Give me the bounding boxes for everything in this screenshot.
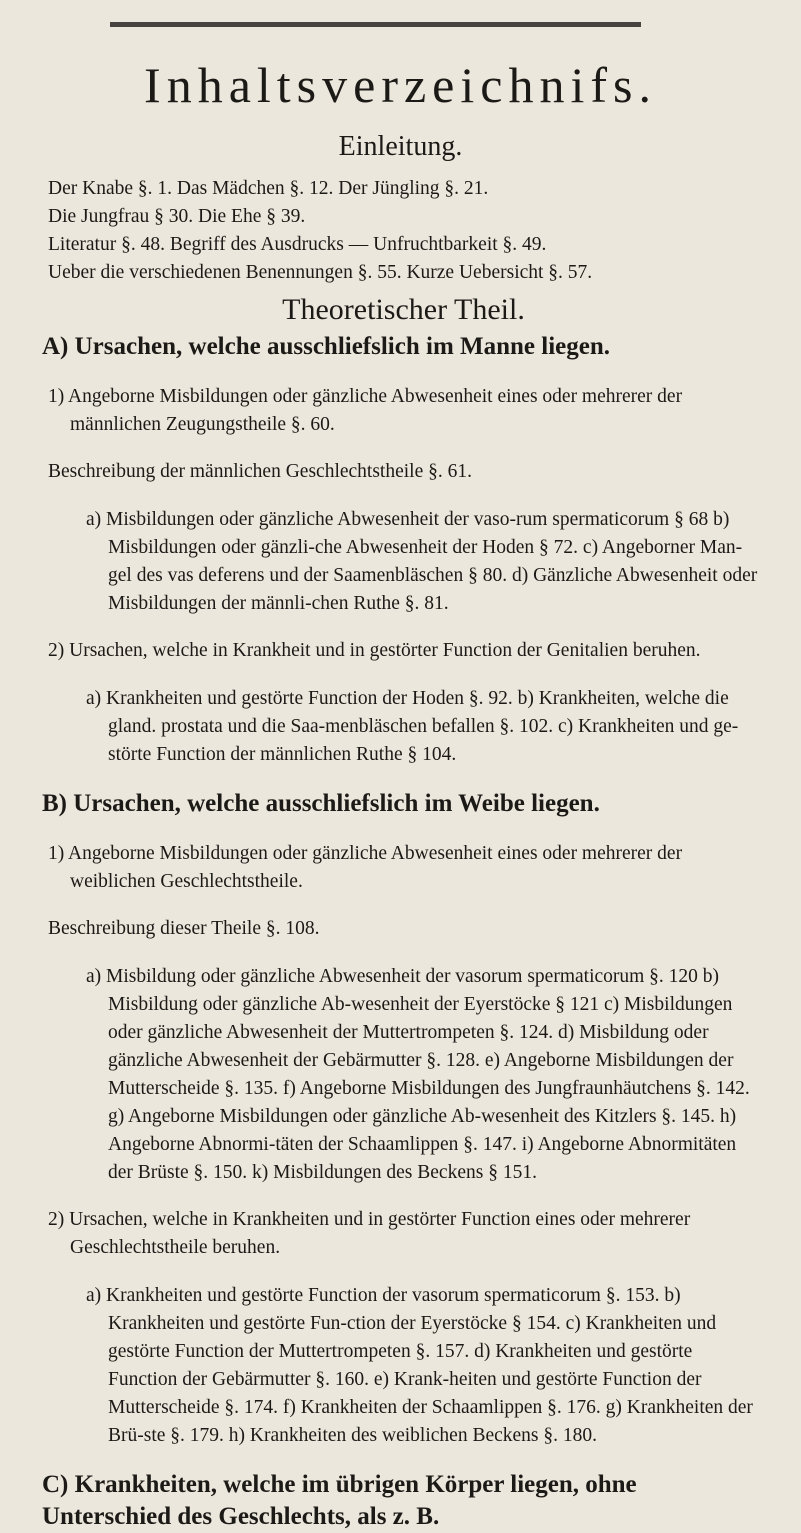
section-b-item-2: 2) Ursachen, welche in Krankheiten und in gestörter Function eines oder mehrerer Geschlechtstheile beruhen. [48,1209,691,1258]
section-a-item-1-subitems: a) Misbildungen oder gänzliche Abwesenheit der vaso-rum spermaticorum § 68 b) Misbildungen oder gänzli-che Abwesenheit der Hoden § 72. c) Angeborner Man-gel des vas deferens und der Saamenbläschen § 80. d) Gänzliche Abwesenheit oder Misbildungen der männli-chen Ruthe §. 81. [86,508,758,614]
section-a-heading: A) Ursachen, welche ausschliefslich im Manne liegen. [42,333,611,360]
top-rule [110,22,641,27]
theory-heading: Theoretischer Theil. [282,293,525,326]
section-a-item-1: 1) Angeborne Misbildungen oder gänzliche Abwesenheit eines oder mehrerer der männlichen Zeugungstheile §. 60. [48,385,683,435]
page-title: Inhaltsverzeichnifs. [144,57,657,113]
section-b-item-1-subitems: a) Misbildung oder gänzliche Abwesenheit der vasorum spermaticorum §. 120 b) Misbildung oder gänzliche Ab-wesenheit der Eyerstöcke § 121 c) Misbildungen oder gänzliche Abwesenheit der Muttertrompeten §. 124. d) Misbildung oder gänzliche Abwesenheit der Gebärmutter §. 128. e) Angeborne Misbildungen der Mutterscheide §. 135. f) Angeborne Misbildungen des Jungfraunhäutchens §. 142. g) Angeborne Misbildungen oder gänzliche Ab-wesenheit des Kitzlers §. 145. h) Angeborne Abnormi-täten der Schaamlippen §. 147. i) Angeborne Abnormitäten der Brüste §. 150. k) Misbildungen des Beckens § 151. [86,965,750,1183]
intro-line: Literatur §. 48. Begriff des Ausdrucks — Unfruchtbarkeit §. 49. [48,234,547,255]
section-b-item-1: 1) Angeborne Misbildungen oder gänzliche Abwesenheit eines oder mehrerer der weiblichen Geschlechtstheile. [48,842,683,892]
section-b-heading: B) Ursachen, welche ausschliefslich im Weibe liegen. [42,790,600,817]
introduction-heading: Einleitung. [338,131,463,162]
section-c-heading: C) Krankheiten, welche im übrigen Körper liegen, ohne Unterschied des Geschlechts, als z. B. [42,1471,637,1530]
intro-line: Die Jungfrau § 30. Die Ehe § 39. [48,206,306,227]
section-a-item-1-description: Beschreibung der männlichen Geschlechtstheile §. 61. [48,461,472,482]
intro-line: Ueber die verschiedenen Benennungen §. 55. Kurze Uebersicht §. 57. [48,262,593,283]
section-b-item-1-description: Beschreibung dieser Theile §. 108. [48,918,320,939]
section-a-item-2-subitems: a) Krankheiten und gestörte Function der Hoden §. 92. b) Krankheiten, welche die gland. prostata und die Saa-menbläschen befallen §. 102. c) Krankheiten und ge-störte Function der männlichen Ruthe § 104. [86,687,739,765]
section-b-item-2-subitems: a) Krankheiten und gestörte Function der vasorum spermaticorum §. 153. b) Krankheiten und gestörte Fun-ction der Eyerstöcke § 154. c) Krankheiten und gestörte Function der Muttertrompeten §. 157. d) Krankheiten und gestörte Function der Gebärmutter §. 160. e) Krank-heiten und gestörte Function der Mutterscheide §. 174. f) Krankheiten der Schaamlippen §. 176. g) Krankheiten der Brü-ste §. 179. h) Krankheiten des weiblichen Beckens §. 180. [86,1284,753,1446]
intro-line: Der Knabe §. 1. Das Mädchen §. 12. Der Jüngling §. 21. [48,178,489,199]
table-of-contents [42,175,759,1533]
section-a-item-2: 2) Ursachen, welche in Krankheit und in gestörter Function der Genitalien beruhen. [48,640,701,661]
